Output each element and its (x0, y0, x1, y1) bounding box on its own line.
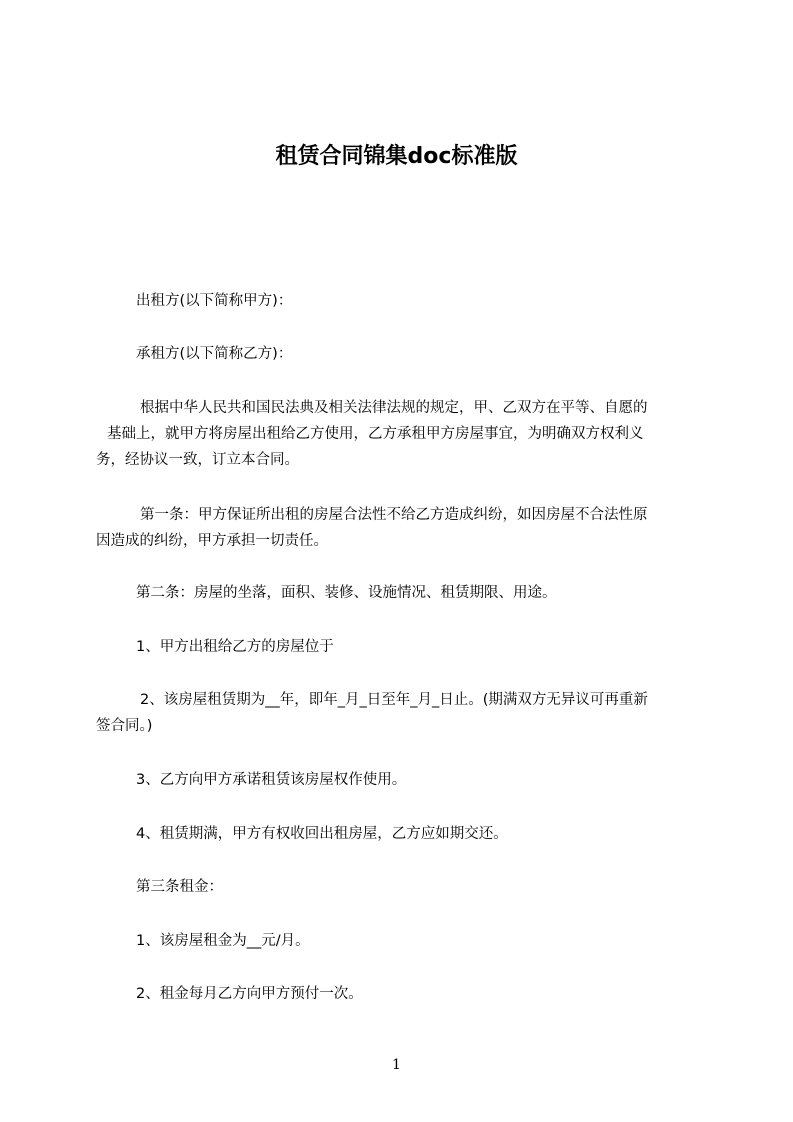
document-title: 租赁合同锦集doc标准版 (275, 144, 518, 169)
paragraph-item-2-4 (136, 821, 508, 847)
paragraph-line: 基础上，就甲方将房屋出租给乙方使用，乙方承租甲方房屋事宜，为明确双方权利义 (107, 426, 644, 442)
paragraph-line: 第一条：甲方保证所出租的房屋合法性不给乙方造成纠纷，如因房屋不合法性原 (140, 507, 648, 523)
paragraph-lessor (136, 288, 292, 314)
paragraph-line: 因造成的纠纷，甲方承担一切责任。 (96, 533, 328, 549)
paragraph-line: 2、该房屋租赁期为__年，即年_月_日至年_月_日止。(期满双方无异议可再重新 (140, 692, 648, 708)
paragraph-item-2-2 (96, 687, 716, 739)
paragraph-line: 第三条租金： (136, 879, 223, 895)
paragraph-line: 务，经协议一致，订立本合同。 (96, 452, 299, 468)
paragraph-lessee (136, 341, 292, 367)
paragraph-line: 第二条：房屋的坐落，面积、装修、设施情况、租赁期限、用途。 (136, 585, 557, 601)
paragraph-line: 签合同。) (96, 718, 153, 734)
paragraph-article-3 (136, 874, 223, 900)
page-number: 1 (392, 1057, 401, 1073)
paragraph-line: 3、乙方向甲方承诺租赁该房屋权作使用。 (136, 772, 407, 788)
paragraph-line: 根据中华人民共和国民法典及相关法律法规的规定，甲、乙双方在平等、自愿的 (140, 400, 648, 416)
paragraph-line: 1、该房屋租金为__元/月。 (136, 933, 310, 949)
paragraph-item-2-1 (136, 634, 334, 660)
paragraph-line: 承租方(以下简称乙方)： (136, 346, 293, 362)
paragraph-item-2-3 (136, 767, 406, 793)
paragraph-item-3-2 (136, 981, 363, 1007)
paragraph-article-1 (96, 502, 716, 554)
paragraph-line: 出租方(以下简称甲方)： (136, 293, 293, 309)
paragraph-preamble (96, 395, 716, 473)
paragraph-line: 4、租赁期满，甲方有权收回出租房屋，乙方应如期交还。 (136, 826, 508, 842)
paragraph-item-3-1 (136, 928, 310, 954)
paragraph-line: 2、租金每月乙方向甲方预付一次。 (136, 986, 363, 1002)
paragraph-article-2 (136, 580, 557, 606)
paragraph-line: 1、甲方出租给乙方的房屋位于 (136, 639, 334, 655)
